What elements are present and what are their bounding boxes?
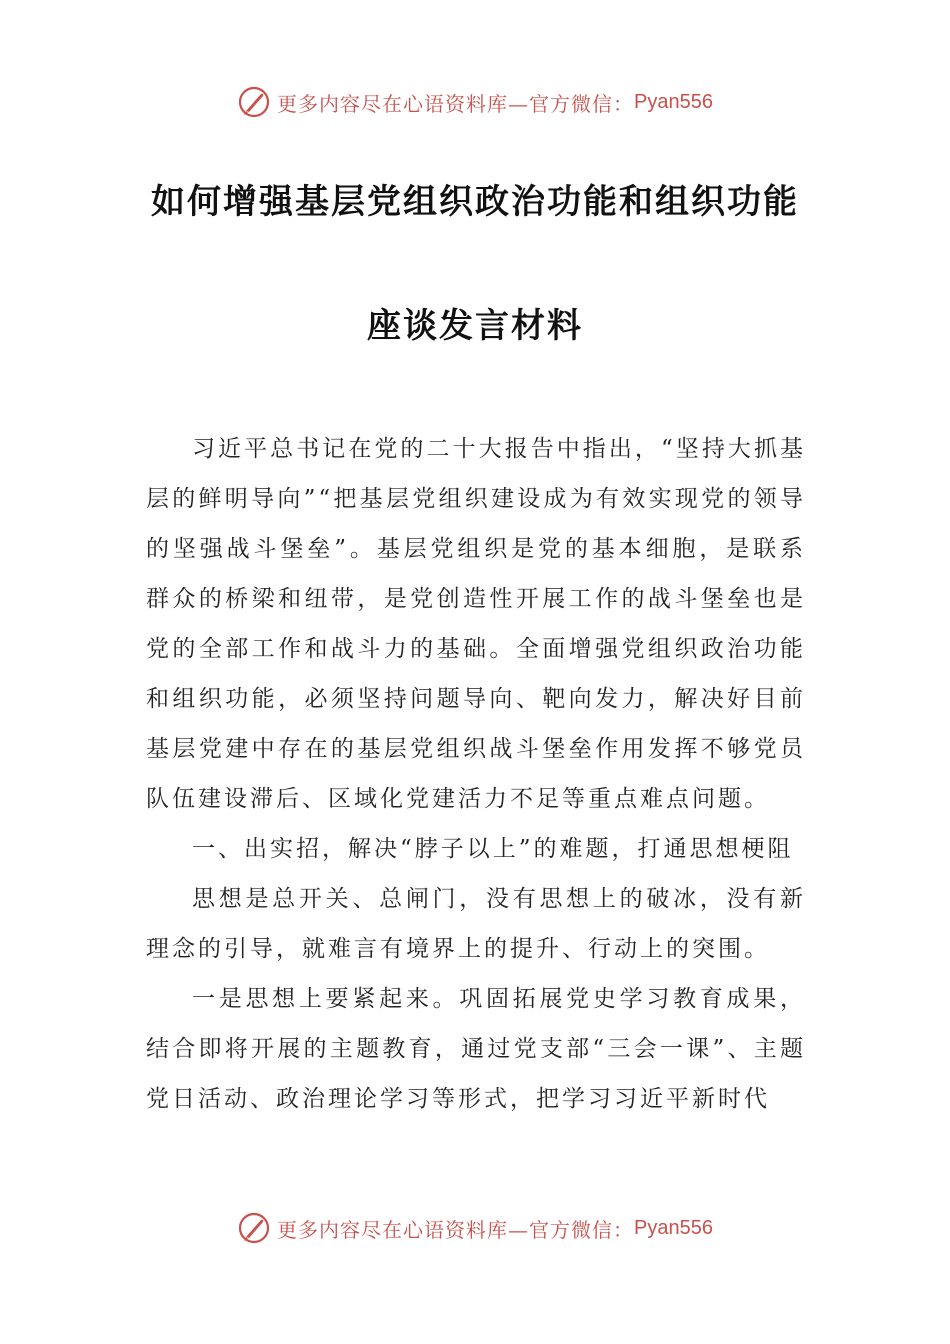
paragraph-point-1: 一是思想上要紧起来。巩固拓展党史学习教育成果，结合即将开展的主题教育，通过党支部“三会一课”、主题党日活动、政治理论学习等形式，把学习习近平新时代 [146,986,806,1112]
document-title-line-1: 如何增强基层党组织政治功能和组织功能 [151,182,799,222]
document-title-line-2: 座谈发言材料 [367,306,583,346]
watermark-footer [0,1208,950,1248]
watermark-header [0,82,950,122]
quill-logo-icon [237,85,271,119]
paragraph-intro: 习近平总书记在党的二十大报告中指出，“坚持大抓基层的鲜明导向”“把基层党组织建设成为有效实现党的领导的坚强战斗堡垒”。基层党组织是党的基本细胞，是联系群众的桥梁和纽带，是党创造性开展工作的战斗堡垒也是党的全部工作和战斗力的基础。全面增强党组织政治功能和组织功能，必须坚持问题导向、靶向发力，解决好目前基层党建中存在的基层党组织战斗堡垒作用发挥不够党员队伍建设滞后、区域化党建活力不足等重点难点问题。 [146,436,806,812]
watermark-wechat-id: Pyan556 [634,1216,713,1239]
section-heading-1: 一、出实招，解决“脖子以上”的难题，打通思想梗阻 [192,836,794,862]
paragraph-section-1: 思想是总开关、总闸门，没有思想上的破冰，没有新理念的引导，就难言有境界上的提升、行动上的突围。 [146,886,806,962]
document-body [146,424,806,1124]
watermark-text: 更多内容尽在心语资料库—官方微信： [277,91,635,116]
quill-logo-icon [237,1211,271,1245]
watermark-wechat-id: Pyan556 [634,90,713,113]
watermark-text: 更多内容尽在心语资料库—官方微信： [277,1217,635,1242]
